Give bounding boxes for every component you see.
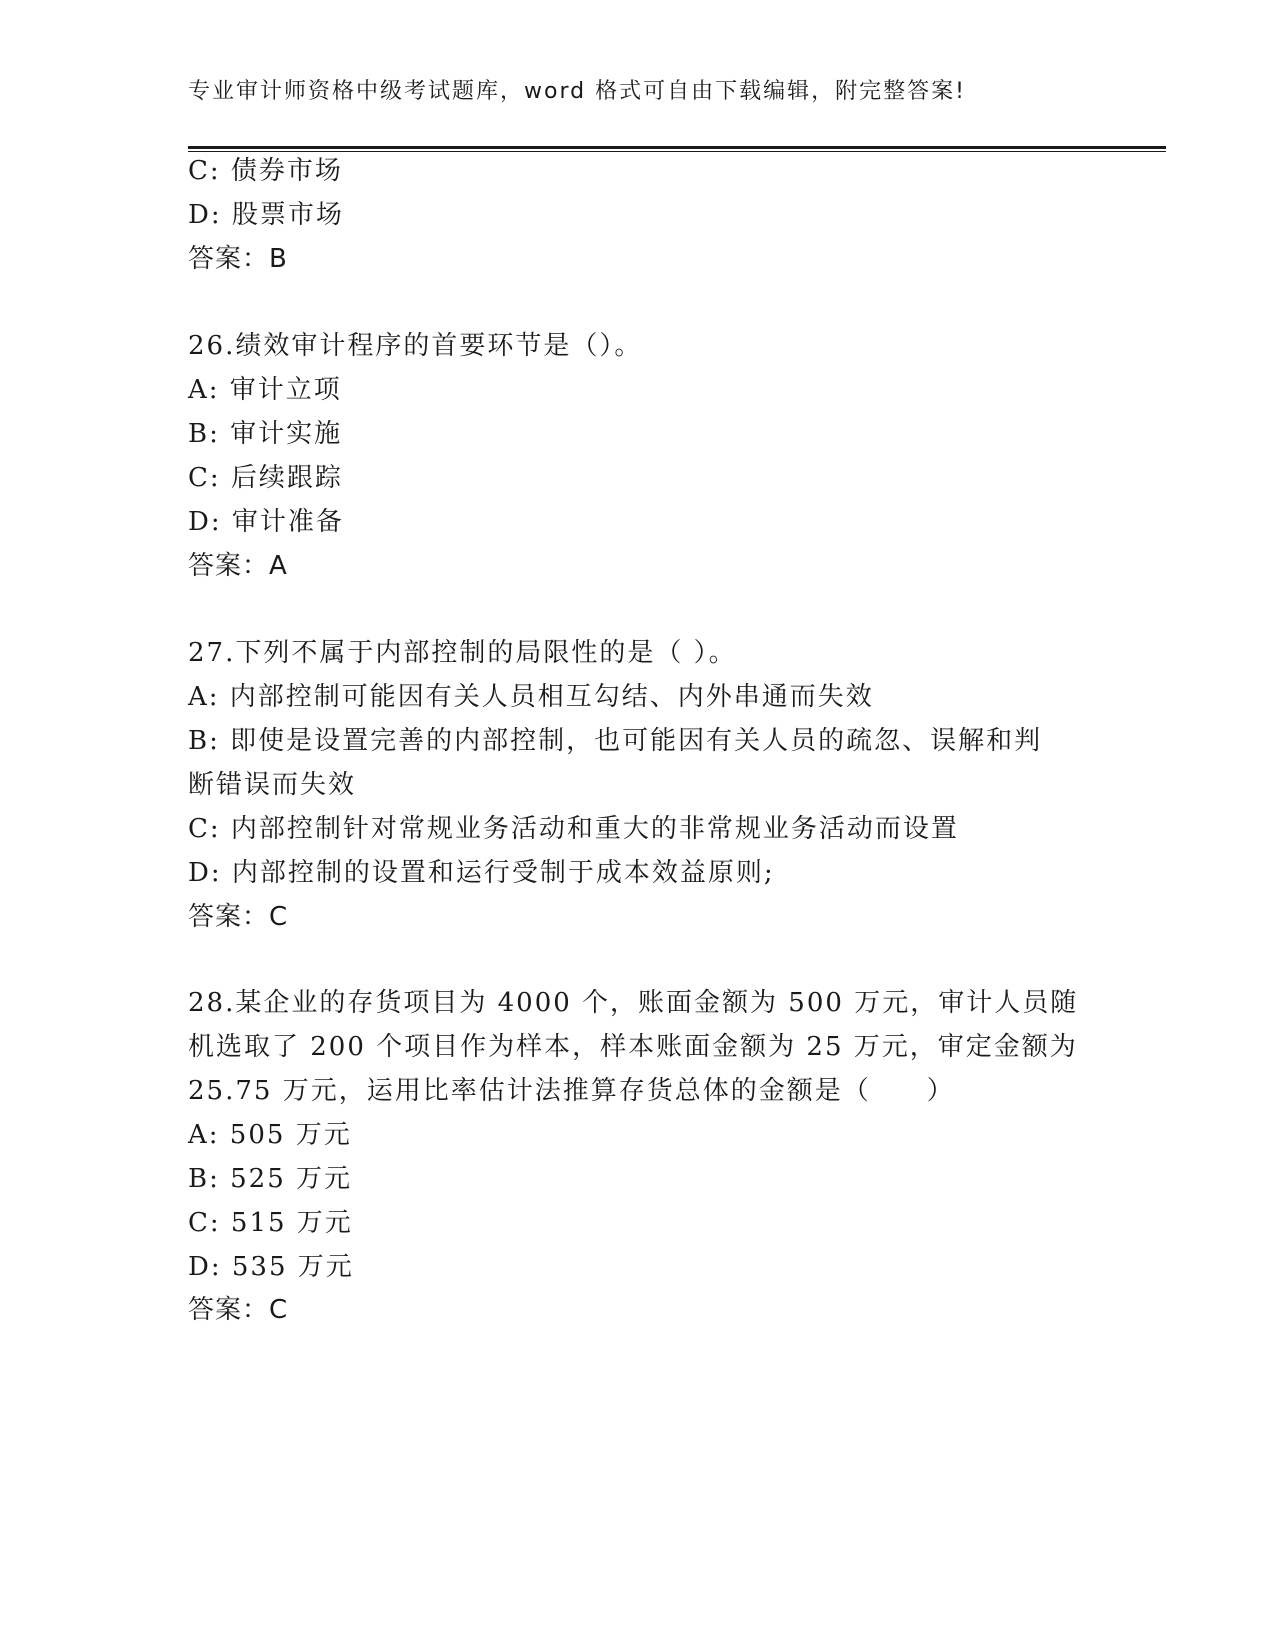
option-c: C: 515 万元 — [188, 1208, 353, 1238]
option-d: D: 股票市场 — [188, 200, 344, 230]
answer: 答案：C — [188, 1295, 289, 1325]
option-c: C: 后续跟踪 — [188, 463, 343, 493]
question-stem-continued: 25.75 万元，运用比率估计法推算存货总体的金额是（ ） — [188, 1076, 955, 1106]
answer: 答案：C — [188, 902, 289, 932]
header-divider — [188, 146, 1166, 152]
page-header: 专业审计师资格中级考试题库，word 格式可自由下载编辑，附完整答案! — [188, 79, 966, 104]
option-b: B: 审计实施 — [188, 419, 343, 449]
option-b-continued: 断错误而失效 — [188, 770, 357, 800]
option-b: B: 即使是设置完善的内部控制，也可能因有关人员的疏忽、误解和判 — [188, 726, 1043, 756]
option-c: C: 债券市场 — [188, 156, 343, 186]
option-d: D: 审计准备 — [188, 507, 344, 537]
question-stem: 26.绩效审计程序的首要环节是（）。 — [188, 331, 643, 361]
option-d: D: 内部控制的设置和运行受制于成本效益原则; — [188, 858, 775, 888]
option-a: A: 审计立项 — [188, 375, 342, 405]
option-c: C: 内部控制针对常规业务活动和重大的非常规业务活动而设置 — [188, 814, 959, 844]
option-a: A: 内部控制可能因有关人员相互勾结、内外串通而失效 — [188, 682, 874, 712]
question-stem: 27.下列不属于内部控制的局限性的是（ ）。 — [188, 638, 737, 668]
option-b: B: 525 万元 — [188, 1164, 353, 1194]
option-a: A: 505 万元 — [188, 1120, 352, 1150]
answer: 答案：B — [188, 244, 288, 274]
answer: 答案：A — [188, 551, 288, 581]
question-stem-continued: 机选取了 200 个项目作为样本，样本账面金额为 25 万元，审定金额为 — [188, 1032, 1078, 1062]
question-stem: 28.某企业的存货项目为 4000 个，账面金额为 500 万元，审计人员随 — [188, 988, 1079, 1018]
option-d: D: 535 万元 — [188, 1252, 354, 1282]
